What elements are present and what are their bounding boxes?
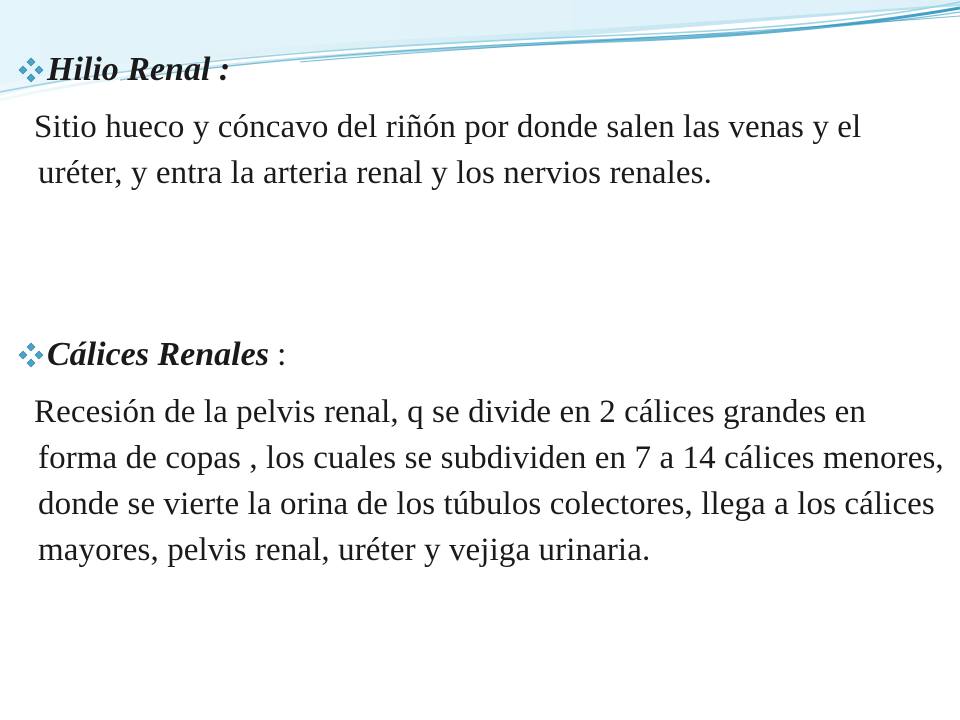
section-title: Cálices Renales (47, 336, 269, 373)
section-body: Sitio hueco y cóncavo del riñón por donde salen las venas y el uréter, y entra la arteria renal y los nervios renales. (34, 109, 862, 191)
section-heading (18, 48, 960, 92)
section-hilio-renal (0, 48, 960, 196)
section-title: Hilio Renal : (47, 51, 231, 88)
section-body: Recesión de la pelvis renal, q se divide en 2 cálices grandes en forma de copas , los cuales se subdividen en 7 a 14 cálices menores, donde se vierte la orina de los túbulos colectores, llega a los cálices mayores, pelvis renal, uréter y vejiga urinaria. (34, 394, 944, 568)
section-calices-renales (0, 333, 960, 573)
four-diamond-bullet-icon (18, 342, 44, 368)
section-title-colon: : (276, 336, 287, 373)
section-heading (18, 333, 960, 377)
four-diamond-bullet-icon (18, 57, 44, 83)
